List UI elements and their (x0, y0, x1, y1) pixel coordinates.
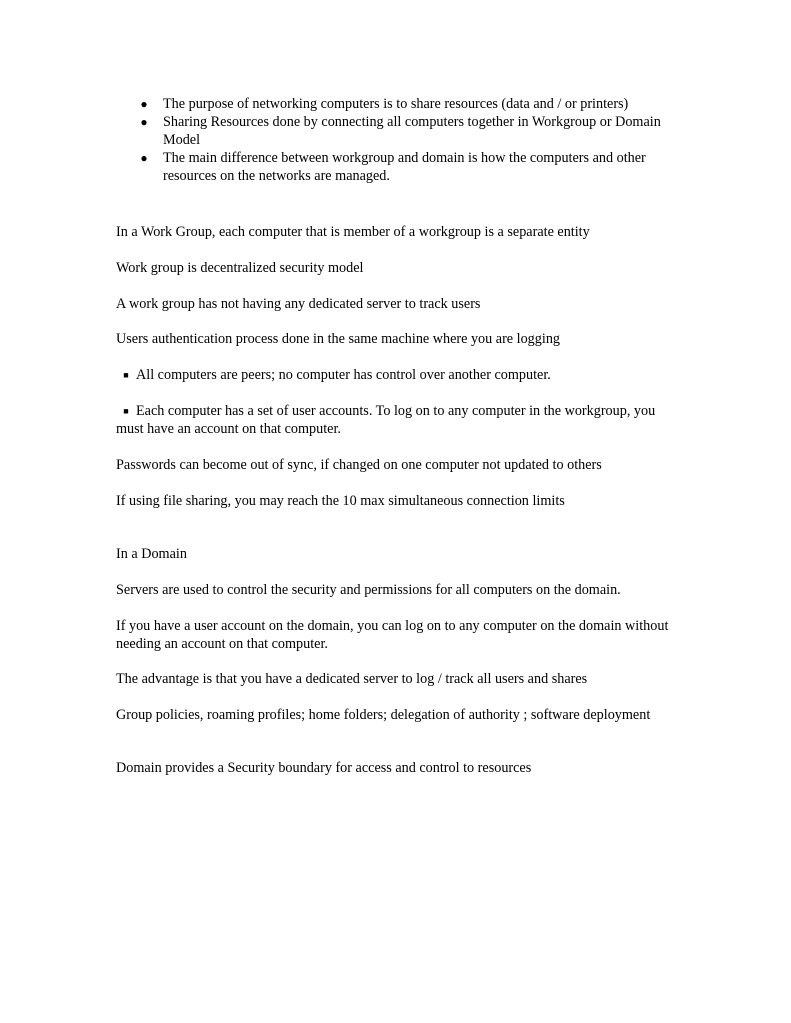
workgroup-paragraph: Users authentication process done in the same machine where you are logging (116, 331, 561, 347)
domain-paragraph: Servers are used to control the security and permissions for all computers on the domain. (116, 582, 621, 598)
domain-paragraph: Domain provides a Security boundary for access and control to resources (116, 760, 532, 776)
square-item-text: Each computer has a set of user accounts. To log on to any computer in the workgroup, you must have an account on that computer. (116, 403, 656, 437)
bullet-dot-icon: ● (140, 97, 148, 111)
domain-paragraph: If you have a user account on the domain, you can log on to any computer on the domain without needing an account on that computer. (116, 618, 669, 652)
bullet-dot-icon: ● (140, 115, 148, 129)
workgroup-paragraph: Work group is decentralized security model (116, 260, 364, 276)
domain-paragraph: The advantage is that you have a dedicated server to log / track all users and shares (116, 671, 588, 687)
bullet-dot-icon: ● (140, 151, 148, 165)
bullet-item (0, 149, 683, 185)
workgroup-square-item (116, 402, 681, 438)
square-bullet-icon: ■ (123, 370, 129, 380)
workgroup-square-item (116, 366, 681, 384)
bullet-text: The purpose of networking computers is to share resources (data and / or printers) (163, 96, 629, 112)
domain-paragraph: Group policies, roaming profiles; home folders; delegation of authority ; software deployment (116, 707, 651, 723)
domain-heading: In a Domain (116, 546, 187, 562)
workgroup-paragraph: A work group has not having any dedicated server to track users (116, 296, 481, 312)
square-item-text: All computers are peers; no computer has control over another computer. (136, 367, 551, 383)
square-bullet-icon: ■ (123, 406, 129, 416)
bullet-item (0, 113, 683, 149)
bullet-text: Sharing Resources done by connecting all computers together in Workgroup or Domain Model (163, 114, 661, 148)
bullet-text: The main difference between workgroup and domain is how the computers and other resources on the networks are managed. (163, 150, 646, 184)
workgroup-heading: In a Work Group, each computer that is member of a workgroup is a separate entity (116, 224, 590, 240)
workgroup-paragraph: Passwords can become out of sync, if changed on one computer not updated to others (116, 457, 602, 473)
workgroup-paragraph: If using file sharing, you may reach the 10 max simultaneous connection limits (116, 493, 565, 509)
intro-bullet-list (0, 95, 791, 185)
bullet-item (0, 95, 683, 113)
